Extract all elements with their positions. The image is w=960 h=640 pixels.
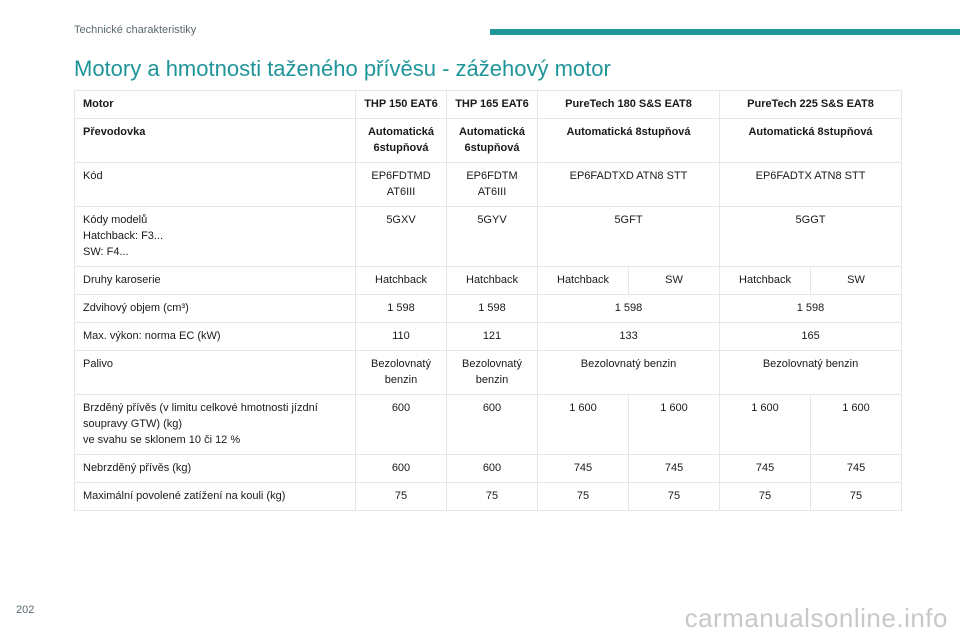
table-cell: Automatická 8stupňová bbox=[720, 119, 902, 163]
row-label: Motor bbox=[75, 91, 356, 119]
row-label bbox=[75, 207, 356, 267]
table-cell: EP6FDTMD AT6III bbox=[356, 163, 447, 207]
table-cell: 5GGT bbox=[720, 207, 902, 267]
table-cell: 745 bbox=[629, 455, 720, 483]
row-label-line: Brzděný přívěs (v limitu celkové hmotnosti jízdní soupravy GTW) (kg) bbox=[83, 402, 318, 430]
table-row-brzdeny bbox=[75, 395, 902, 455]
table-row-motor bbox=[75, 91, 902, 119]
table-cell: 165 bbox=[720, 323, 902, 351]
table-cell: 75 bbox=[811, 483, 902, 511]
table-cell: 1 598 bbox=[447, 295, 538, 323]
table-cell: 121 bbox=[447, 323, 538, 351]
row-label: Max. výkon: norma EC (kW) bbox=[75, 323, 356, 351]
table-cell: Hatchback bbox=[720, 267, 811, 295]
table-cell: THP 165 EAT6 bbox=[447, 91, 538, 119]
table-cell: 1 598 bbox=[356, 295, 447, 323]
table-cell: 1 598 bbox=[720, 295, 902, 323]
row-label: Palivo bbox=[75, 351, 356, 395]
table-cell: 75 bbox=[720, 483, 811, 511]
table-cell: 745 bbox=[538, 455, 629, 483]
table-cell: SW bbox=[629, 267, 720, 295]
table-cell: PureTech 225 S&S EAT8 bbox=[720, 91, 902, 119]
table-cell: 75 bbox=[356, 483, 447, 511]
table-cell: PureTech 180 S&S EAT8 bbox=[538, 91, 720, 119]
table-row-karoserie bbox=[75, 267, 902, 295]
table-cell: 600 bbox=[447, 455, 538, 483]
table-cell: 5GXV bbox=[356, 207, 447, 267]
table-cell: Bezolovnatý benzin bbox=[447, 351, 538, 395]
table-cell: 75 bbox=[538, 483, 629, 511]
table-cell: 1 600 bbox=[720, 395, 811, 455]
table-cell: 600 bbox=[447, 395, 538, 455]
table-cell: EP6FADTXD ATN8 STT bbox=[538, 163, 720, 207]
row-label: Maximální povolené zatížení na kouli (kg) bbox=[75, 483, 356, 511]
row-label-line: Hatchback: F3... bbox=[83, 230, 164, 242]
table-row-nebrzdeny bbox=[75, 455, 902, 483]
row-label bbox=[75, 395, 356, 455]
section-label: Technické charakteristiky bbox=[74, 24, 197, 36]
table-row-vykon bbox=[75, 323, 902, 351]
table-row-kod bbox=[75, 163, 902, 207]
table-cell: Automatická 8stupňová bbox=[538, 119, 720, 163]
table-cell: Bezolovnatý benzin bbox=[720, 351, 902, 395]
row-label-line: ve svahu se sklonem 10 či 12 % bbox=[83, 434, 241, 446]
table-row-objem bbox=[75, 295, 902, 323]
table-cell: Automatická 6stupňová bbox=[447, 119, 538, 163]
table-cell: 5GYV bbox=[447, 207, 538, 267]
row-label: Kód bbox=[75, 163, 356, 207]
table-cell: 75 bbox=[629, 483, 720, 511]
table-cell: THP 150 EAT6 bbox=[356, 91, 447, 119]
table-cell: 133 bbox=[538, 323, 720, 351]
row-label-line: Kódy modelů bbox=[83, 214, 148, 226]
table-row-prevodovka bbox=[75, 119, 902, 163]
table-cell: EP6FDTM AT6III bbox=[447, 163, 538, 207]
page-title: Motory a hmotnosti taženého přívěsu - zážehový motor bbox=[74, 56, 611, 81]
table-cell: 1 600 bbox=[629, 395, 720, 455]
table-cell: EP6FADTX ATN8 STT bbox=[720, 163, 902, 207]
table-cell: Hatchback bbox=[538, 267, 629, 295]
spec-table bbox=[74, 90, 902, 511]
table-cell: 75 bbox=[447, 483, 538, 511]
row-label: Nebrzděný přívěs (kg) bbox=[75, 455, 356, 483]
watermark: carmanualsonline.info bbox=[684, 603, 948, 633]
page-number: 202 bbox=[16, 604, 35, 616]
table-cell: 5GFT bbox=[538, 207, 720, 267]
row-label: Druhy karoserie bbox=[75, 267, 356, 295]
table-cell: 1 598 bbox=[538, 295, 720, 323]
row-label: Zdvihový objem (cm³) bbox=[75, 295, 356, 323]
table-cell: Hatchback bbox=[447, 267, 538, 295]
header-accent-bar bbox=[490, 29, 960, 35]
table-row-palivo bbox=[75, 351, 902, 395]
table-cell: Bezolovnatý benzin bbox=[538, 351, 720, 395]
table-cell: Hatchback bbox=[356, 267, 447, 295]
row-label: Převodovka bbox=[75, 119, 356, 163]
table-cell: 1 600 bbox=[811, 395, 902, 455]
table-cell: 745 bbox=[811, 455, 902, 483]
table-row-koule bbox=[75, 483, 902, 511]
table-cell: SW bbox=[811, 267, 902, 295]
table-cell: 110 bbox=[356, 323, 447, 351]
table-cell: 1 600 bbox=[538, 395, 629, 455]
table-cell: 600 bbox=[356, 455, 447, 483]
table-cell: 745 bbox=[720, 455, 811, 483]
table-cell: 600 bbox=[356, 395, 447, 455]
table-cell: Bezolovnatý benzin bbox=[356, 351, 447, 395]
table-cell: Automatická 6stupňová bbox=[356, 119, 447, 163]
row-label-line: SW: F4... bbox=[83, 246, 129, 258]
table-row-kody-modelu bbox=[75, 207, 902, 267]
